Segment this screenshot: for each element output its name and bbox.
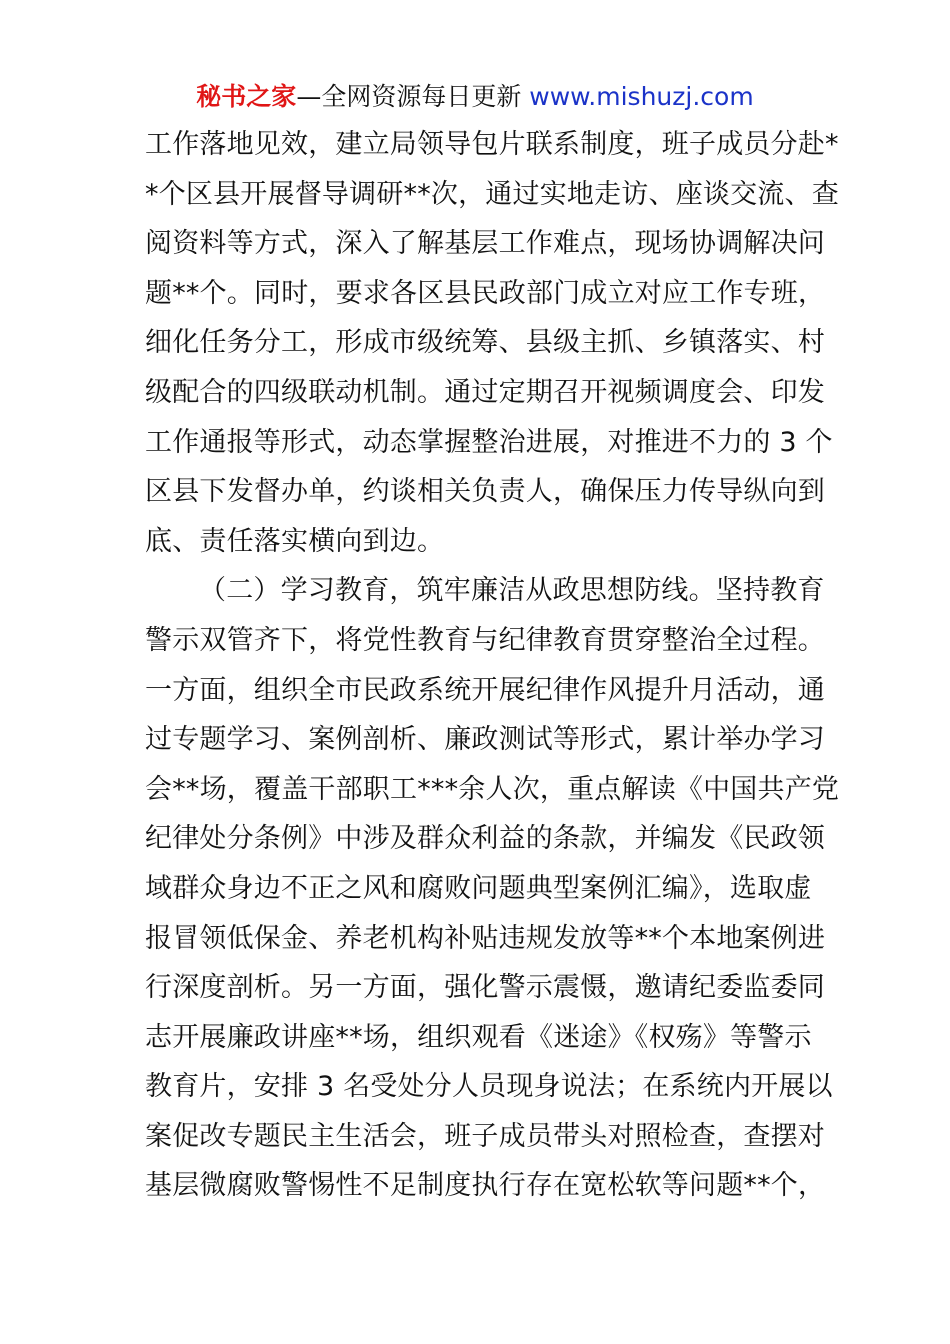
text-line: 域群众身边不正之风和腐败问题典型案例汇编》，选取虚	[145, 872, 812, 904]
text-line: 一方面，组织全市民政系统开展纪律作风提升月活动，通	[145, 674, 825, 706]
text-line: 基层微腐败警惕性不足制度执行存在宽松软等问题**个，	[145, 1170, 826, 1202]
site-header	[0, 80, 950, 114]
text-line: 细化任务分工，形成市级统筹、县级主抓、乡镇落实、村	[145, 327, 825, 359]
document-body	[145, 120, 840, 1211]
text-line: 区县下发督办单，约谈相关负责人，确保压力传导纵向到	[145, 476, 825, 508]
text-line: 案促改专题民主生活会，班子成员带头对照检查，查摆对	[145, 1120, 825, 1152]
text-line: 工作通报等形式，动态掌握整治进展，对推进不力的 3 个	[145, 426, 833, 458]
text-line: 级配合的四级联动机制。通过定期召开视频调度会、印发	[145, 376, 825, 408]
section-heading-line: （二）学习教育，筑牢廉洁从政思想防线。坚持教育	[199, 575, 825, 607]
text-line: 过专题学习、案例剖析、廉政测试等形式，累计举办学习	[145, 724, 825, 756]
text-line: 行深度剖析。另一方面，强化警示震慑，邀请纪委监委同	[145, 972, 825, 1004]
text-line: 工作落地见效，建立局领导包片联系制度，班子成员分赴*	[145, 129, 839, 160]
text-line: 警示双管齐下，将党性教育与纪律教育贯穿整治全过程。	[145, 624, 825, 656]
text-line: 底、责任落实横向到边。	[145, 525, 445, 557]
text-line: 题**个。同时，要求各区县民政部门成立对应工作专班，	[145, 277, 826, 309]
site-tagline: —全网资源每日更新	[296, 82, 530, 111]
site-url-link[interactable]: www.mishuzj.com	[529, 82, 754, 111]
text-line: 报冒领低保金、养老机构补贴违规发放等**个本地案例进	[145, 922, 826, 954]
text-line: *个区县开展督导调研**次，通过实地走访、座谈交流、查	[145, 178, 839, 210]
text-line: 纪律处分条例》中涉及群众利益的条款，并编发《民政领	[145, 823, 825, 855]
text-line: 志开展廉政讲座**场，组织观看《迷途》《权殇》等警示	[145, 1021, 812, 1053]
text-line: 阅资料等方式，深入了解基层工作难点，现场协调解决问	[145, 228, 825, 260]
text-line: 教育片，安排 3 名受处分人员现身说法；在系统内开展以	[145, 1071, 833, 1103]
site-brand: 秘书之家	[196, 82, 297, 111]
text-line: 会**场，覆盖干部职工***余人次，重点解读《中国共产党	[145, 773, 840, 805]
